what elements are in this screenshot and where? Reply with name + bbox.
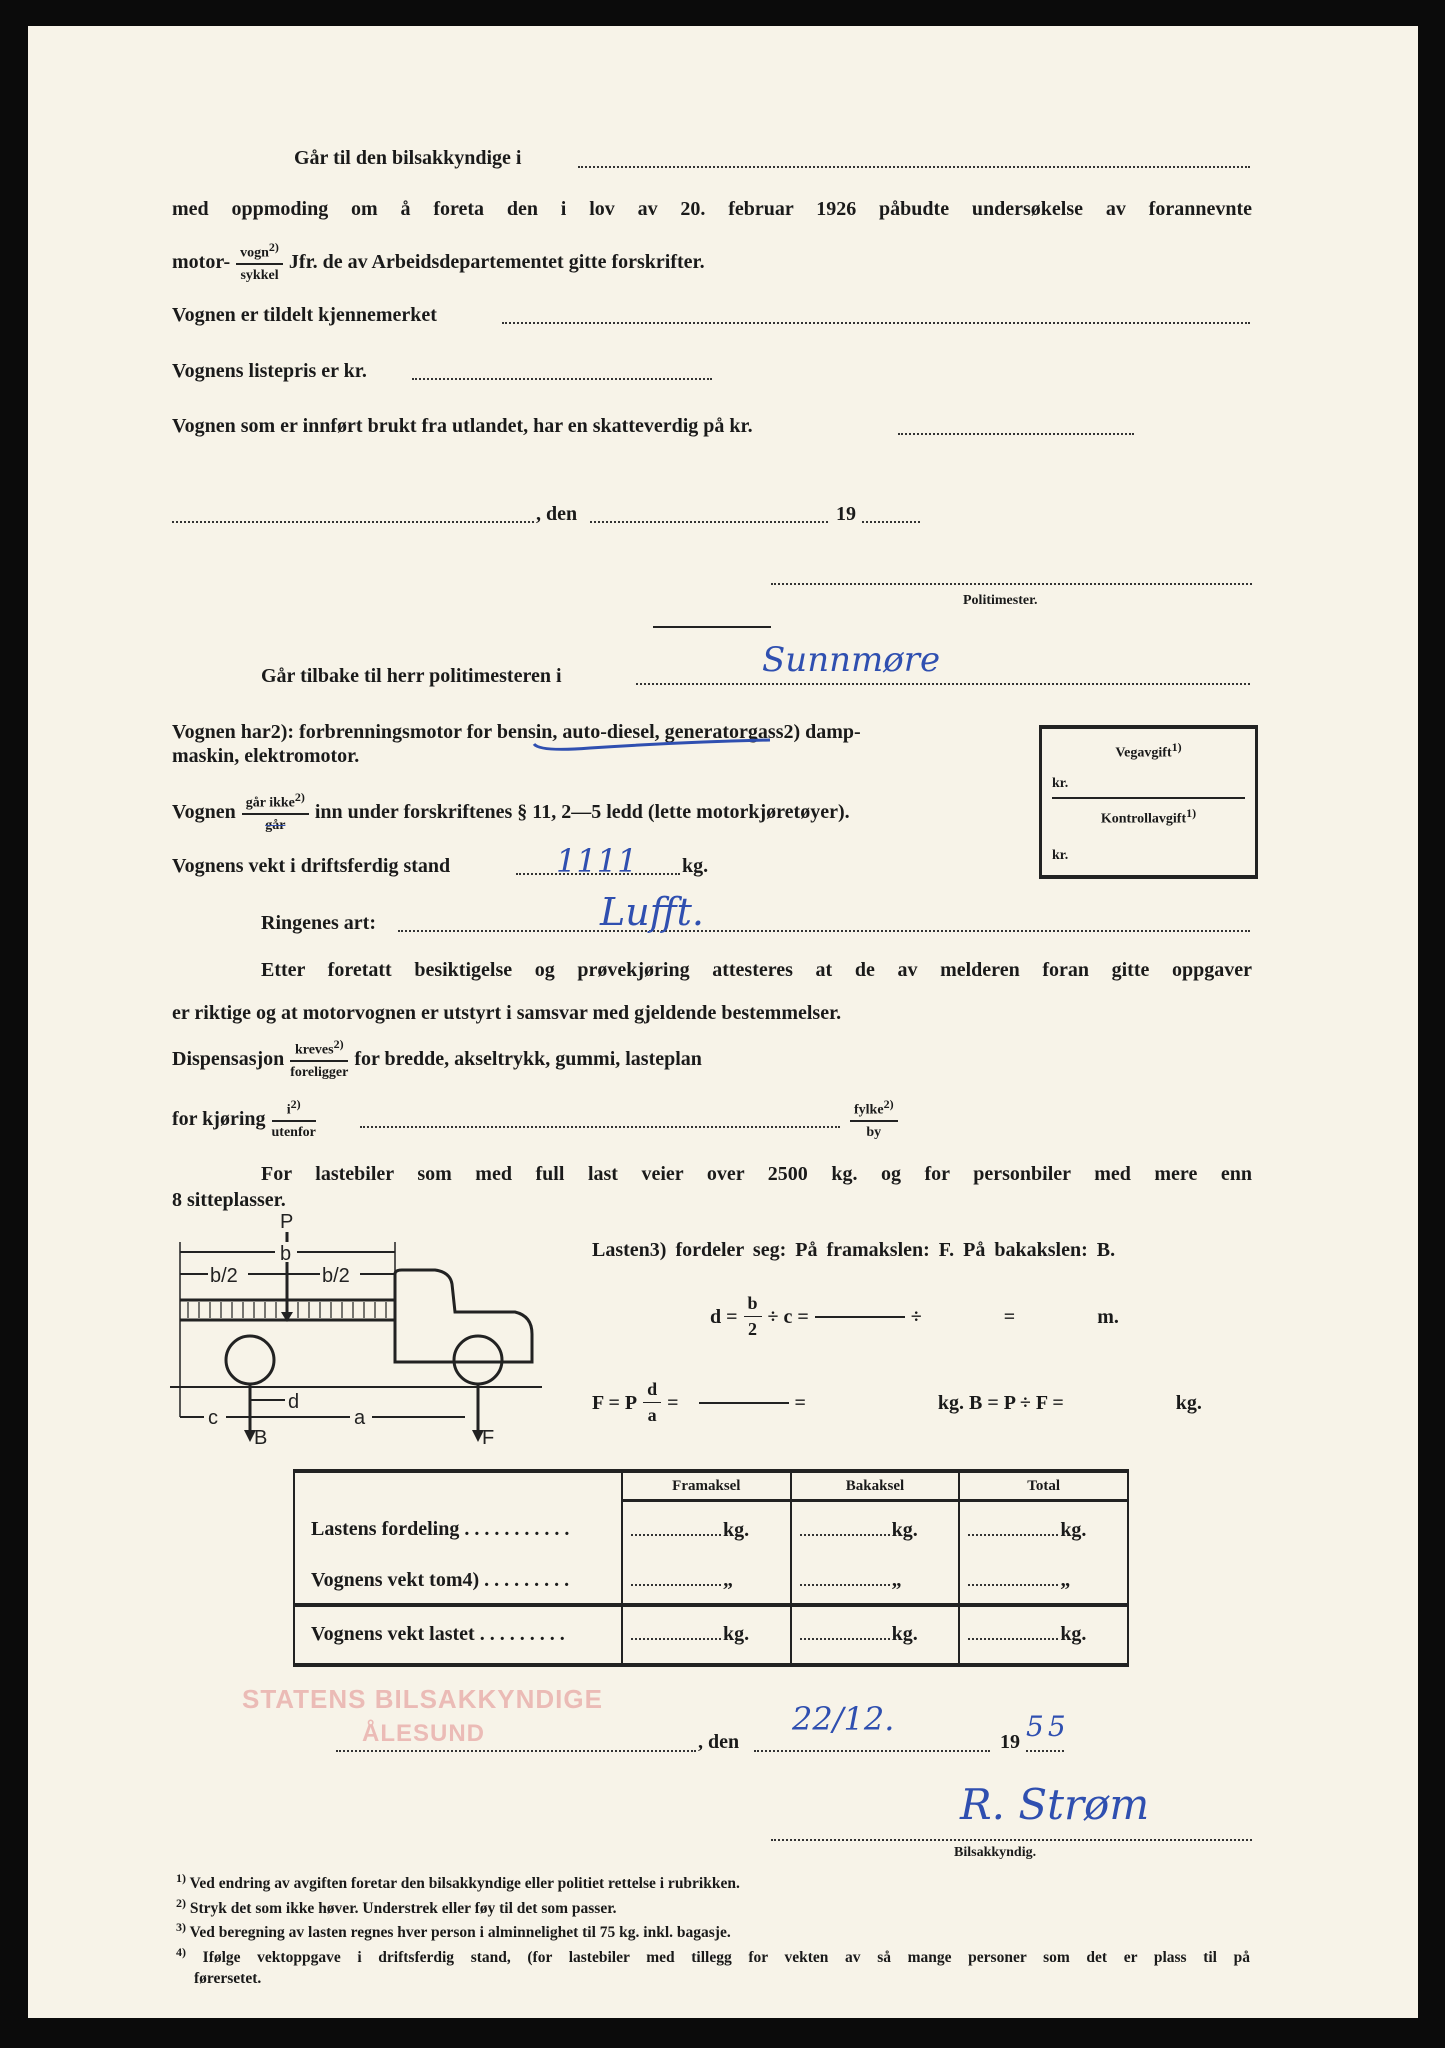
cell[interactable]	[622, 1605, 791, 1665]
cell[interactable]	[622, 1559, 791, 1605]
i-utenfor-fraction	[272, 1098, 316, 1140]
label-B: B	[254, 1427, 268, 1447]
kontrollavgift: Kontrollavgift	[1100, 811, 1187, 827]
politimester-label: Politimester.	[963, 593, 1038, 608]
motor-type-line1: Vognen har2): forbrenningsmotor for bensin, auto-diesel, generatorgass2) damp-	[172, 721, 861, 743]
kreves-fraction	[290, 1038, 348, 1080]
cell[interactable]	[791, 1501, 960, 1559]
kreves: kreves	[294, 1042, 334, 1058]
handwritten-date: 22/12.	[792, 1700, 895, 1738]
kjennemerke-field[interactable]	[502, 322, 1250, 324]
den-label: , den	[536, 503, 578, 525]
line-oppmoding: med oppmoding om å foreta den i lov av 20. februar 1926 påbudte undersøkelse av forannevnte	[172, 198, 1252, 220]
label-b: b	[280, 1243, 292, 1265]
listepris-field[interactable]	[412, 378, 712, 380]
lasten-line: Lasten3) fordeler seg: På framakslen: F. På bakakslen: B.	[592, 1239, 1116, 1261]
stamp-line2: ÅLESUND	[362, 1720, 486, 1747]
handwritten-tyres: Lufft.	[600, 890, 704, 934]
bilsakkyndig-label: Bilsakkyndig.	[954, 1845, 1037, 1860]
kg-label: kg.	[682, 855, 709, 877]
kjoring-line	[172, 1098, 316, 1140]
col-framaksel: Framaksel	[622, 1471, 791, 1501]
row-label: Vognens vekt tom4) . . . . . . . . .	[311, 1569, 570, 1591]
listepris-label: Vognens listepris er kr.	[172, 360, 367, 382]
footnote-text: Ved endring av avgiften foretar den bilsakkyndige eller politiet rettelse i rubrikken.	[189, 1875, 740, 1893]
footnotes	[176, 1872, 1256, 1986]
vogn-sykkel-fraction	[236, 241, 283, 283]
cell[interactable]	[791, 1605, 960, 1665]
kg-B-eq: kg. B = P ÷ F =	[937, 1392, 1064, 1414]
footnote-text: Ved beregning av lasten regnes hver person i alminnelighet til 75 kg. inkl. bagasje.	[189, 1924, 731, 1942]
sup: 2)	[294, 789, 305, 804]
d-formula	[710, 1292, 1119, 1342]
cell[interactable]	[622, 1501, 791, 1559]
unit: kg.	[891, 1518, 918, 1541]
lastebiler-line1: For lastebiler som med full last veier over 2500 kg. og for personbiler med mere enn	[261, 1163, 1252, 1185]
field-bilsakkyndige[interactable]	[578, 166, 1250, 168]
closing-year: 19	[1000, 1731, 1020, 1753]
dispensasjon-label: Dispensasjon	[172, 1048, 285, 1070]
d-div: ÷	[910, 1306, 922, 1328]
F-eq2: =	[667, 1392, 679, 1414]
footnote	[176, 1971, 1256, 1987]
sup: 2)	[883, 1096, 894, 1111]
d-rest: ÷ c =	[767, 1306, 809, 1328]
footnote-text: førersetet.	[194, 1969, 262, 1987]
table-corner	[294, 1471, 622, 1501]
label-d: d	[288, 1391, 300, 1413]
vognen-label: Vognen	[172, 801, 236, 823]
vekt-label: Vognens vekt i driftsferdig stand	[172, 855, 451, 877]
tilbake-field[interactable]	[636, 683, 1250, 685]
label-F: F	[482, 1427, 495, 1447]
skatteverdi-field[interactable]	[898, 433, 1134, 435]
ringer-field[interactable]	[398, 930, 1250, 932]
m-unit: m.	[1097, 1306, 1119, 1328]
row-label: Lastens fordeling . . . . . . . . . . .	[311, 1518, 570, 1540]
unit: kg.	[723, 1623, 750, 1645]
vegavgift-label	[1042, 741, 1255, 761]
avgift-box	[1039, 725, 1258, 879]
F-eq: F = P	[592, 1392, 638, 1414]
col-total: Total	[959, 1471, 1128, 1501]
footnote-number: 4)	[176, 1944, 186, 1959]
kg-end: kg.	[1175, 1392, 1202, 1414]
unit: kg.	[1060, 1518, 1087, 1541]
underline-mark	[530, 736, 780, 754]
col-bakaksel: Bakaksel	[791, 1471, 960, 1501]
etter-line1: Etter foretatt besiktigelse og prøvekjøring attesteres at de av melderen foran gitte oppgaver	[261, 959, 1252, 981]
gar-line	[172, 789, 850, 833]
forskrifter-text: Jfr. de av Arbeidsdepartementet gitte forskrifter.	[288, 251, 705, 273]
d-blank[interactable]	[815, 1316, 905, 1318]
kjoring-field[interactable]	[360, 1126, 840, 1128]
cell[interactable]	[959, 1605, 1128, 1665]
sup: 2)	[290, 1096, 301, 1111]
footnote	[176, 1897, 1256, 1917]
divider	[653, 626, 771, 628]
kjennemerke-label: Vognen er tildelt kjennemerket	[172, 304, 437, 326]
kontrollavgift-label	[1042, 807, 1255, 827]
handwritten-weight: 1111	[556, 842, 638, 880]
closing-place-field[interactable]	[336, 1750, 696, 1752]
unit: kg.	[723, 1518, 750, 1541]
motor-label: motor-	[172, 251, 231, 273]
motor-type-line2: maskin, elektromotor.	[172, 745, 360, 767]
handwritten-signature: R. Strøm	[960, 1780, 1150, 1829]
unit: „	[723, 1569, 733, 1591]
a: a	[647, 1405, 657, 1425]
vegavgift: Vegavgift	[1115, 745, 1172, 761]
politimester-signature-field[interactable]	[771, 583, 1252, 585]
i: i	[286, 1102, 291, 1118]
cell[interactable]	[959, 1559, 1128, 1605]
label-b-half-2: b/2	[322, 1265, 350, 1287]
sykkel: sykkel	[240, 267, 279, 283]
sup: 1)	[1171, 740, 1182, 754]
fylke-fraction	[850, 1098, 898, 1140]
d-eq: d =	[710, 1306, 738, 1328]
d-equals: =	[1003, 1306, 1016, 1328]
unit: „	[891, 1569, 902, 1591]
label-b-half-1: b/2	[210, 1265, 238, 1287]
vegavgift-kr[interactable]: kr.	[1052, 776, 1069, 791]
innfort-label: Vognen som er innført brukt fra utlandet, har en skatteverdig på kr.	[172, 415, 753, 437]
line-motor	[172, 239, 705, 283]
b-over-2	[744, 1294, 762, 1340]
dimension-lines	[180, 1232, 478, 1437]
d: d	[643, 1380, 661, 1403]
truck-load-diagram	[170, 1212, 550, 1447]
kontrollavgift-kr[interactable]: kr.	[1052, 848, 1069, 863]
label-c: c	[208, 1407, 218, 1429]
F-blank[interactable]	[699, 1402, 789, 1404]
box-divider	[1052, 797, 1245, 799]
stamp-line1: STATENS BILSAKKYNDIGE	[242, 1684, 603, 1714]
closing-year-field[interactable]	[1026, 1750, 1064, 1752]
gar-fraction	[242, 791, 309, 833]
closing-date-field[interactable]	[754, 1750, 990, 1752]
footnote-number: 3)	[176, 1920, 186, 1935]
F-formula	[592, 1378, 1202, 1428]
F-eq3: =	[794, 1392, 806, 1414]
table-row	[294, 1501, 1128, 1559]
inn-under-text: inn under forskriftenes § 11, 2—5 ledd (lette motorkjøretøyer).	[314, 801, 850, 823]
d-over-a	[643, 1380, 661, 1426]
line-bilsakkyndige: Går til den bilsakkyndige i	[294, 147, 522, 169]
footnote	[176, 1921, 1256, 1941]
footnote-number: 1)	[176, 1871, 186, 1885]
foreligger: foreligger	[290, 1064, 349, 1080]
place-field[interactable]	[172, 521, 534, 523]
dispensasjon-line	[172, 1038, 702, 1080]
kjoring-label: for kjøring	[172, 1108, 266, 1130]
sup: 2)	[333, 1036, 344, 1051]
table-row	[294, 1605, 1128, 1665]
unit: kg.	[1060, 1623, 1087, 1645]
closing-den: , den	[698, 1731, 740, 1753]
diagram-labels	[204, 1212, 494, 1447]
b: b	[744, 1294, 762, 1317]
label-P: P	[280, 1212, 294, 1233]
footnote	[176, 1872, 1256, 1892]
footnote	[176, 1946, 1250, 1966]
cell[interactable]	[959, 1501, 1128, 1559]
vogn: vogn	[240, 245, 269, 261]
year-label: 19	[836, 503, 856, 525]
ringer-label: Ringenes art:	[261, 912, 376, 934]
fylke: fylke	[854, 1102, 884, 1118]
utenfor: utenfor	[271, 1124, 316, 1140]
year-field[interactable]	[862, 521, 920, 523]
footnote-text: Ifølge vektoppgave i driftsferdig stand, (for lastebiler med tillegg for vekten av så mange personer som det er plass til på	[202, 1949, 1251, 1967]
table-row	[294, 1559, 1128, 1605]
tilbake-label: Går tilbake til herr politimesteren i	[261, 665, 562, 687]
two: 2	[748, 1319, 758, 1339]
dispensasjon-text: for bredde, akseltrykk, gummi, lasteplan	[354, 1048, 702, 1070]
unit: „	[1060, 1569, 1071, 1591]
cell[interactable]	[791, 1559, 960, 1605]
by: by	[866, 1124, 882, 1140]
unit: kg.	[891, 1623, 918, 1645]
etter-line2: er riktige og at motorvognen er utstyrt i samsvar med gjeldende bestemmelser.	[172, 1002, 842, 1024]
row-label: Vognens vekt lastet . . . . . . . . .	[294, 1605, 622, 1665]
gar-ikke: går ikke	[245, 795, 295, 811]
footnote-text: Stryk det som ikke høver. Understrek eller føy til det som passer.	[189, 1899, 617, 1917]
sup: 1)	[1186, 806, 1197, 820]
label-a: a	[354, 1407, 366, 1429]
handwritten-district: Sunnmøre	[762, 640, 941, 680]
bilsakkyndig-signature-field[interactable]	[771, 1839, 1252, 1841]
handwritten-year: 55	[1026, 1710, 1070, 1743]
lastebiler-line2: 8 sitteplasser.	[172, 1189, 286, 1211]
fylke-by	[850, 1098, 898, 1140]
load-distribution-table	[293, 1469, 1129, 1667]
sup: 2)	[268, 239, 279, 254]
date-field[interactable]	[590, 521, 828, 523]
gar: går	[265, 817, 286, 833]
footnote-number: 2)	[176, 1895, 186, 1910]
